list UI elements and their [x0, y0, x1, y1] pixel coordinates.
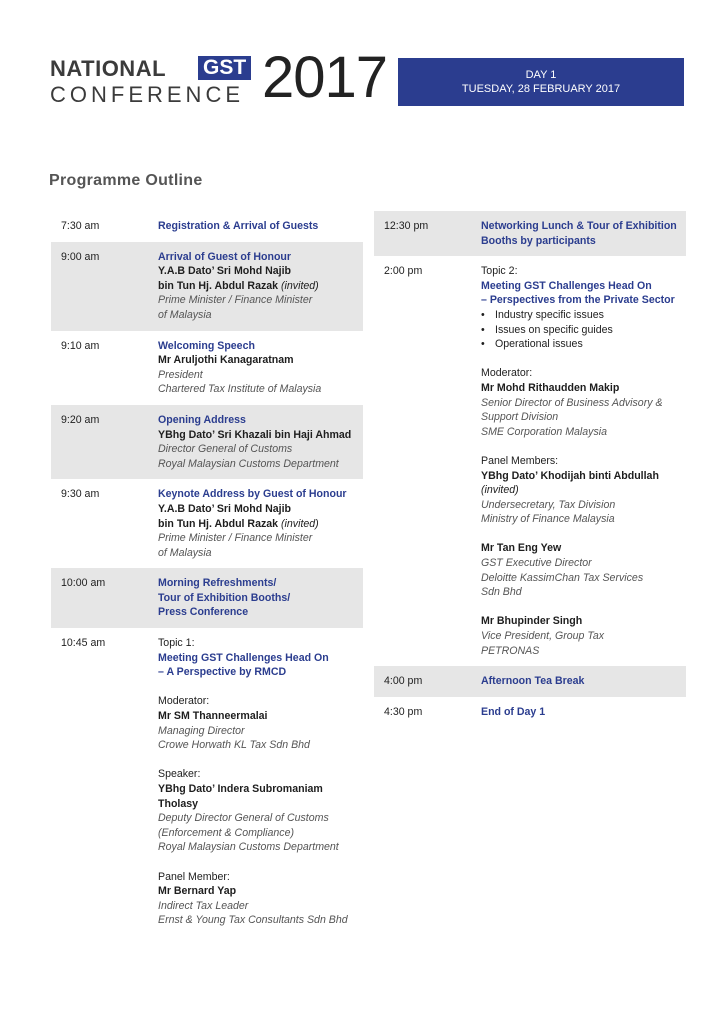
logo-national: NATIONAL [50, 56, 167, 81]
speaker-role: Deputy Director General of Customs [158, 812, 329, 825]
speaker-name: bin Tun Hj. Abdul Razak [158, 279, 279, 292]
speaker-label: Speaker: [158, 768, 201, 781]
speaker-name: YBhg Dato’ Indera Subromaniam Tholasy [158, 783, 323, 810]
panel-role: Deloitte KassimChan Tax Services [481, 571, 644, 584]
item-title: – A Perspective by RMCD [158, 666, 287, 679]
item-title: Welcoming Speech [158, 339, 255, 352]
item-title: Morning Refreshments/ [158, 577, 277, 590]
bullet-item: • Industry specific issues [495, 308, 682, 323]
panel-role: Indirect Tax Leader [158, 899, 249, 912]
schedule-row [374, 256, 686, 666]
schedule-row [51, 242, 363, 331]
schedule-right-column [374, 211, 686, 727]
time: 9:00 am [61, 250, 100, 263]
item-title: End of Day 1 [481, 705, 546, 718]
item-title: Press Conference [158, 606, 249, 619]
time: 2:00 pm [384, 265, 423, 278]
bullet-item: • Operational issues [495, 337, 682, 352]
day-banner [398, 58, 684, 106]
topic-label: Topic 2: [481, 265, 518, 278]
item-title: Keynote Address by Guest of Honour [158, 488, 347, 501]
item-title: Afternoon Tea Break [481, 675, 585, 688]
panel-role: GST Executive Director [481, 557, 592, 570]
logo-gst: GST [198, 56, 251, 80]
panel-name: Mr Bhupinder Singh [481, 615, 583, 628]
moderator-role: Senior Director of Business Advisory & [481, 396, 663, 409]
item-title: – Perspectives from the Private Sector [481, 294, 675, 307]
schedule-row [51, 211, 363, 242]
moderator-role: SME Corporation Malaysia [481, 425, 607, 438]
logo-year: 2017 [262, 45, 388, 110]
conference-logo [50, 45, 390, 114]
speaker-role: Prime Minister / Finance Minister [158, 294, 313, 307]
item-title: Networking Lunch & Tour of Exhibition [481, 220, 677, 232]
panel-role: Ministry of Finance Malaysia [481, 513, 615, 526]
schedule-left-column [51, 211, 363, 936]
logo-conference: CONFERENCE [50, 82, 245, 107]
speaker-name: Y.A.B Dato’ Sri Mohd Najib [158, 502, 292, 515]
schedule-row [51, 405, 363, 479]
moderator-name: Mr Mohd Rithaudden Makip [481, 381, 620, 394]
speaker-role: Director General of Customs [158, 443, 293, 456]
panel-role: Undersecretary, Tax Division [481, 498, 616, 511]
moderator-label: Moderator: [481, 367, 533, 380]
speaker-name: YBhg Dato’ Sri Khazali bin Haji Ahmad [158, 428, 352, 441]
panel-role: Vice President, Group Tax [481, 630, 605, 643]
speaker-role: of Malaysia [158, 546, 212, 559]
panel-role: Ernst & Young Tax Consultants Sdn Bhd [158, 914, 348, 927]
item-title: Arrival of Guest of Honour [158, 250, 292, 263]
schedule-row [51, 479, 363, 568]
time: 9:20 am [61, 413, 100, 426]
speaker-role: of Malaysia [158, 308, 212, 321]
speaker-name: bin Tun Hj. Abdul Razak [158, 517, 279, 530]
panel-label: Panel Member: [158, 870, 230, 883]
topic-bullets [481, 308, 682, 352]
speaker-role: Royal Malaysian Customs Department [158, 457, 339, 470]
panel-label: Panel Members: [481, 454, 559, 467]
schedule-row [374, 211, 686, 256]
speaker-role: Chartered Tax Institute of Malaysia [158, 383, 322, 396]
speaker-role: Royal Malaysian Customs Department [158, 841, 339, 854]
panel-name: Mr Bernard Yap [158, 885, 237, 898]
day-date: TUESDAY, 28 FEBRUARY 2017 [461, 83, 621, 95]
item-title: Opening Address [158, 413, 246, 426]
page-title: Programme Outline [49, 172, 203, 189]
moderator-role: Support Division [481, 411, 559, 424]
schedule-row [51, 331, 363, 405]
schedule-row [374, 697, 686, 728]
moderator-name: Mr SM Thanneermalai [158, 710, 268, 723]
moderator-role: Managing Director [158, 724, 245, 737]
item-title: Tour of Exhibition Booths/ [158, 591, 291, 604]
item-title: Booths by participants [481, 234, 596, 247]
item-title: Meeting GST Challenges Head On [158, 651, 329, 664]
panel-role: Sdn Bhd [481, 586, 522, 599]
panel-name: Mr Tan Eng Yew [481, 542, 562, 555]
speaker-role: President [158, 368, 203, 381]
time: 10:45 am [61, 637, 106, 650]
invited-note: (invited) [281, 279, 319, 292]
panel-role: PETRONAS [481, 644, 540, 657]
schedule-row [51, 568, 363, 628]
time: 4:30 pm [384, 705, 423, 718]
time: 9:10 am [61, 339, 100, 352]
speaker-name: Mr Aruljothi Kanagaratnam [158, 354, 294, 367]
time: 12:30 pm [384, 220, 429, 232]
day-label: DAY 1 [525, 69, 557, 81]
item-title: Registration & Arrival of Guests [158, 220, 319, 232]
time: 7:30 am [61, 220, 100, 232]
bullet-item: • Issues on specific guides [495, 323, 682, 338]
schedule-row [374, 666, 686, 697]
speaker-name: Y.A.B Dato’ Sri Mohd Najib [158, 265, 292, 278]
time: 4:00 pm [384, 675, 423, 688]
moderator-label: Moderator: [158, 695, 210, 708]
moderator-role: Crowe Horwath KL Tax Sdn Bhd [158, 739, 310, 752]
panel-name: YBhg Dato’ Khodijah binti Abdullah [481, 469, 659, 482]
invited-note: (invited) [481, 484, 519, 497]
item-title: Meeting GST Challenges Head On [481, 279, 652, 292]
speaker-role: Prime Minister / Finance Minister [158, 532, 313, 545]
speaker-role: (Enforcement & Compliance) [158, 826, 295, 839]
topic-label: Topic 1: [158, 637, 195, 650]
time: 9:30 am [61, 488, 100, 501]
time: 10:00 am [61, 577, 106, 590]
schedule-row [51, 628, 363, 936]
invited-note: (invited) [281, 517, 319, 530]
